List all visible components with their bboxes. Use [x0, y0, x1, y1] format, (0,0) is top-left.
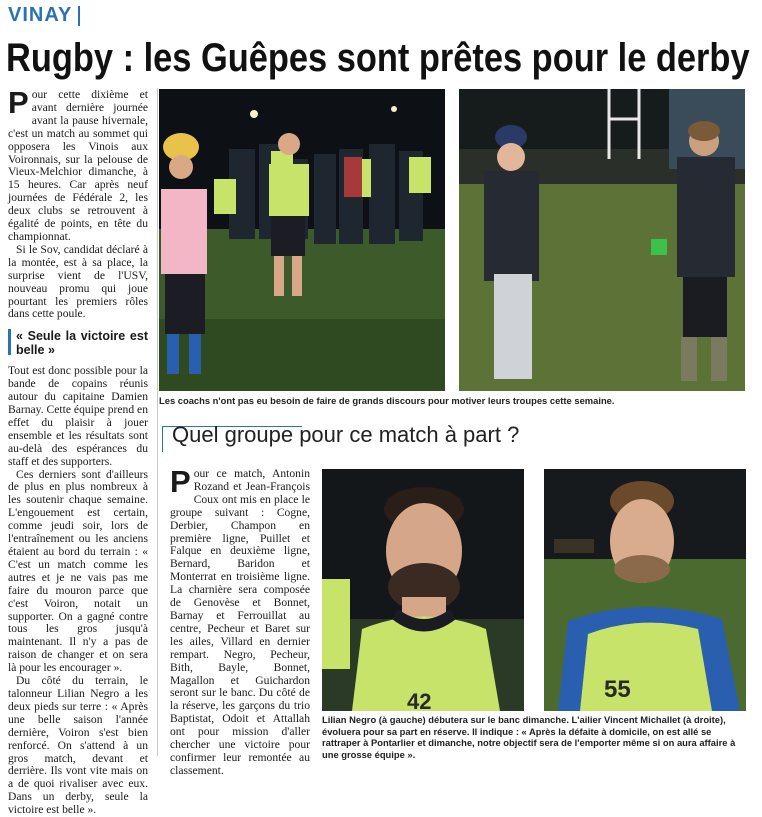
box-column	[170, 464, 310, 778]
box-caption: Lilian Negro (à gauche) débutera sur le banc dimanche. L'ailier Vincent Michallet (à droite), évoluera pour sa part en réserve. Il indique : « Après la défaite à domicile, on est allé se rattraper à Pontarlier et dimanche, notre objectif sera de l'emporter même si on aura affaire à une grosse équipe ».	[322, 714, 736, 760]
top-photos-caption: Les coachs n'ont pas eu besoin de faire de grands discours pour motiver leurs troupes cette semaine.	[159, 395, 615, 406]
photo-lilian-negro	[322, 469, 524, 711]
article-paragraph-5: Du côté du terrain, le talonneur Lilian Negro a les deux pieds sur terre : « Après une belle saison l'année dernière, Voiron s'est bien renforcé. On s'attend à un gros match, devant et derrière. Ils vont vite mais on a de quoi rivaliser avec eux. Dans un derby, seule la victoire est belle ».	[8, 674, 148, 817]
photo-coaches	[459, 89, 745, 391]
article-subhead: « Seule la victoire est belle »	[8, 329, 148, 357]
section-divider	[78, 6, 80, 26]
article-paragraph-2: Si le Sov, candidat déclaré à la montée, est à sa place, la surprise vient de l'USV, nouveau promu qui joue pourtant les premiers rôles dans cette poule.	[8, 242, 148, 321]
article-column	[8, 85, 148, 817]
column-divider	[157, 88, 158, 756]
article-paragraph-1: Pour cette dixième et avant dernière journée avant la pause hivernale, c'est un match au sommet qui opposera les Vinois aux Voironnais, sur la pelouse de Vieux-Melchior dimanche, à 15 heures. Car après neuf journées de Fédérale 2, les deux clubs se retrouvent à égalité de points, en tête du championnat.	[8, 85, 148, 243]
article-paragraph-3: Tout est donc possible pour la bande de copains réunis autour du capitaine Damien Barnay. Cette équipe prend en effet du plaisir à jouer ensemble et les résultats sont au-delà des espérances du staff et des supporters.	[8, 364, 148, 468]
left-shirt-number: 42	[407, 689, 432, 711]
subhead-bar	[8, 329, 11, 355]
right-shirt-number: 55	[604, 676, 631, 703]
headline: Rugby : les Guêpes sont prêtes pour le derby	[6, 36, 750, 80]
box-dropcap: P	[170, 464, 191, 499]
article-dropcap: P	[8, 85, 29, 120]
box-heading: Quel groupe pour ce match à part ?	[172, 422, 520, 447]
photo-team-training	[159, 89, 445, 391]
article-paragraph-4: Ces derniers sont d'ailleurs de plus en plus nombreux à les soutenir chaque semaine. L'engouement est certain, comme jeudi soir, lors de l'entraînement ou les anciens étaient au bord du terrain : « C'est un match comme les autres et je ne vais pas me faire du mouron parce que c'est Voiron, notait un supporter. On a gagné contre tous les gros jusqu'à maintenant. Il n'y a pas de raison de changer et on sera là pour les encourager ».	[8, 467, 148, 675]
photo-vincent-michallet	[544, 469, 746, 711]
section-label: VINAY	[8, 4, 73, 26]
box-border-left	[162, 426, 163, 452]
box-paragraph: Pour ce match, Antonin Rozand et Jean-François Coux ont mis en place le groupe suivant : Cogne, Derbier, Champon en première ligne, Puillet et Falque en deuxième ligne, Bernard, Baridon et Monterrat en troisième ligne. La charnière sera composée de Genovèse et Bonnet, Barnay et Ferrouillat au centre, Pecheur et Baret sur les ailes, Villard en dernier rempart. Negro, Pecheur, Bith, Bayle, Bonnet, Magallon et Guichardon seront sur le banc. Du côté de la réserve, les garçons du trio Baptistat, Odoit et Attallah ont pour mission d'aller chercher une victoire pour confirmer leur remontée au classement.	[170, 464, 310, 777]
